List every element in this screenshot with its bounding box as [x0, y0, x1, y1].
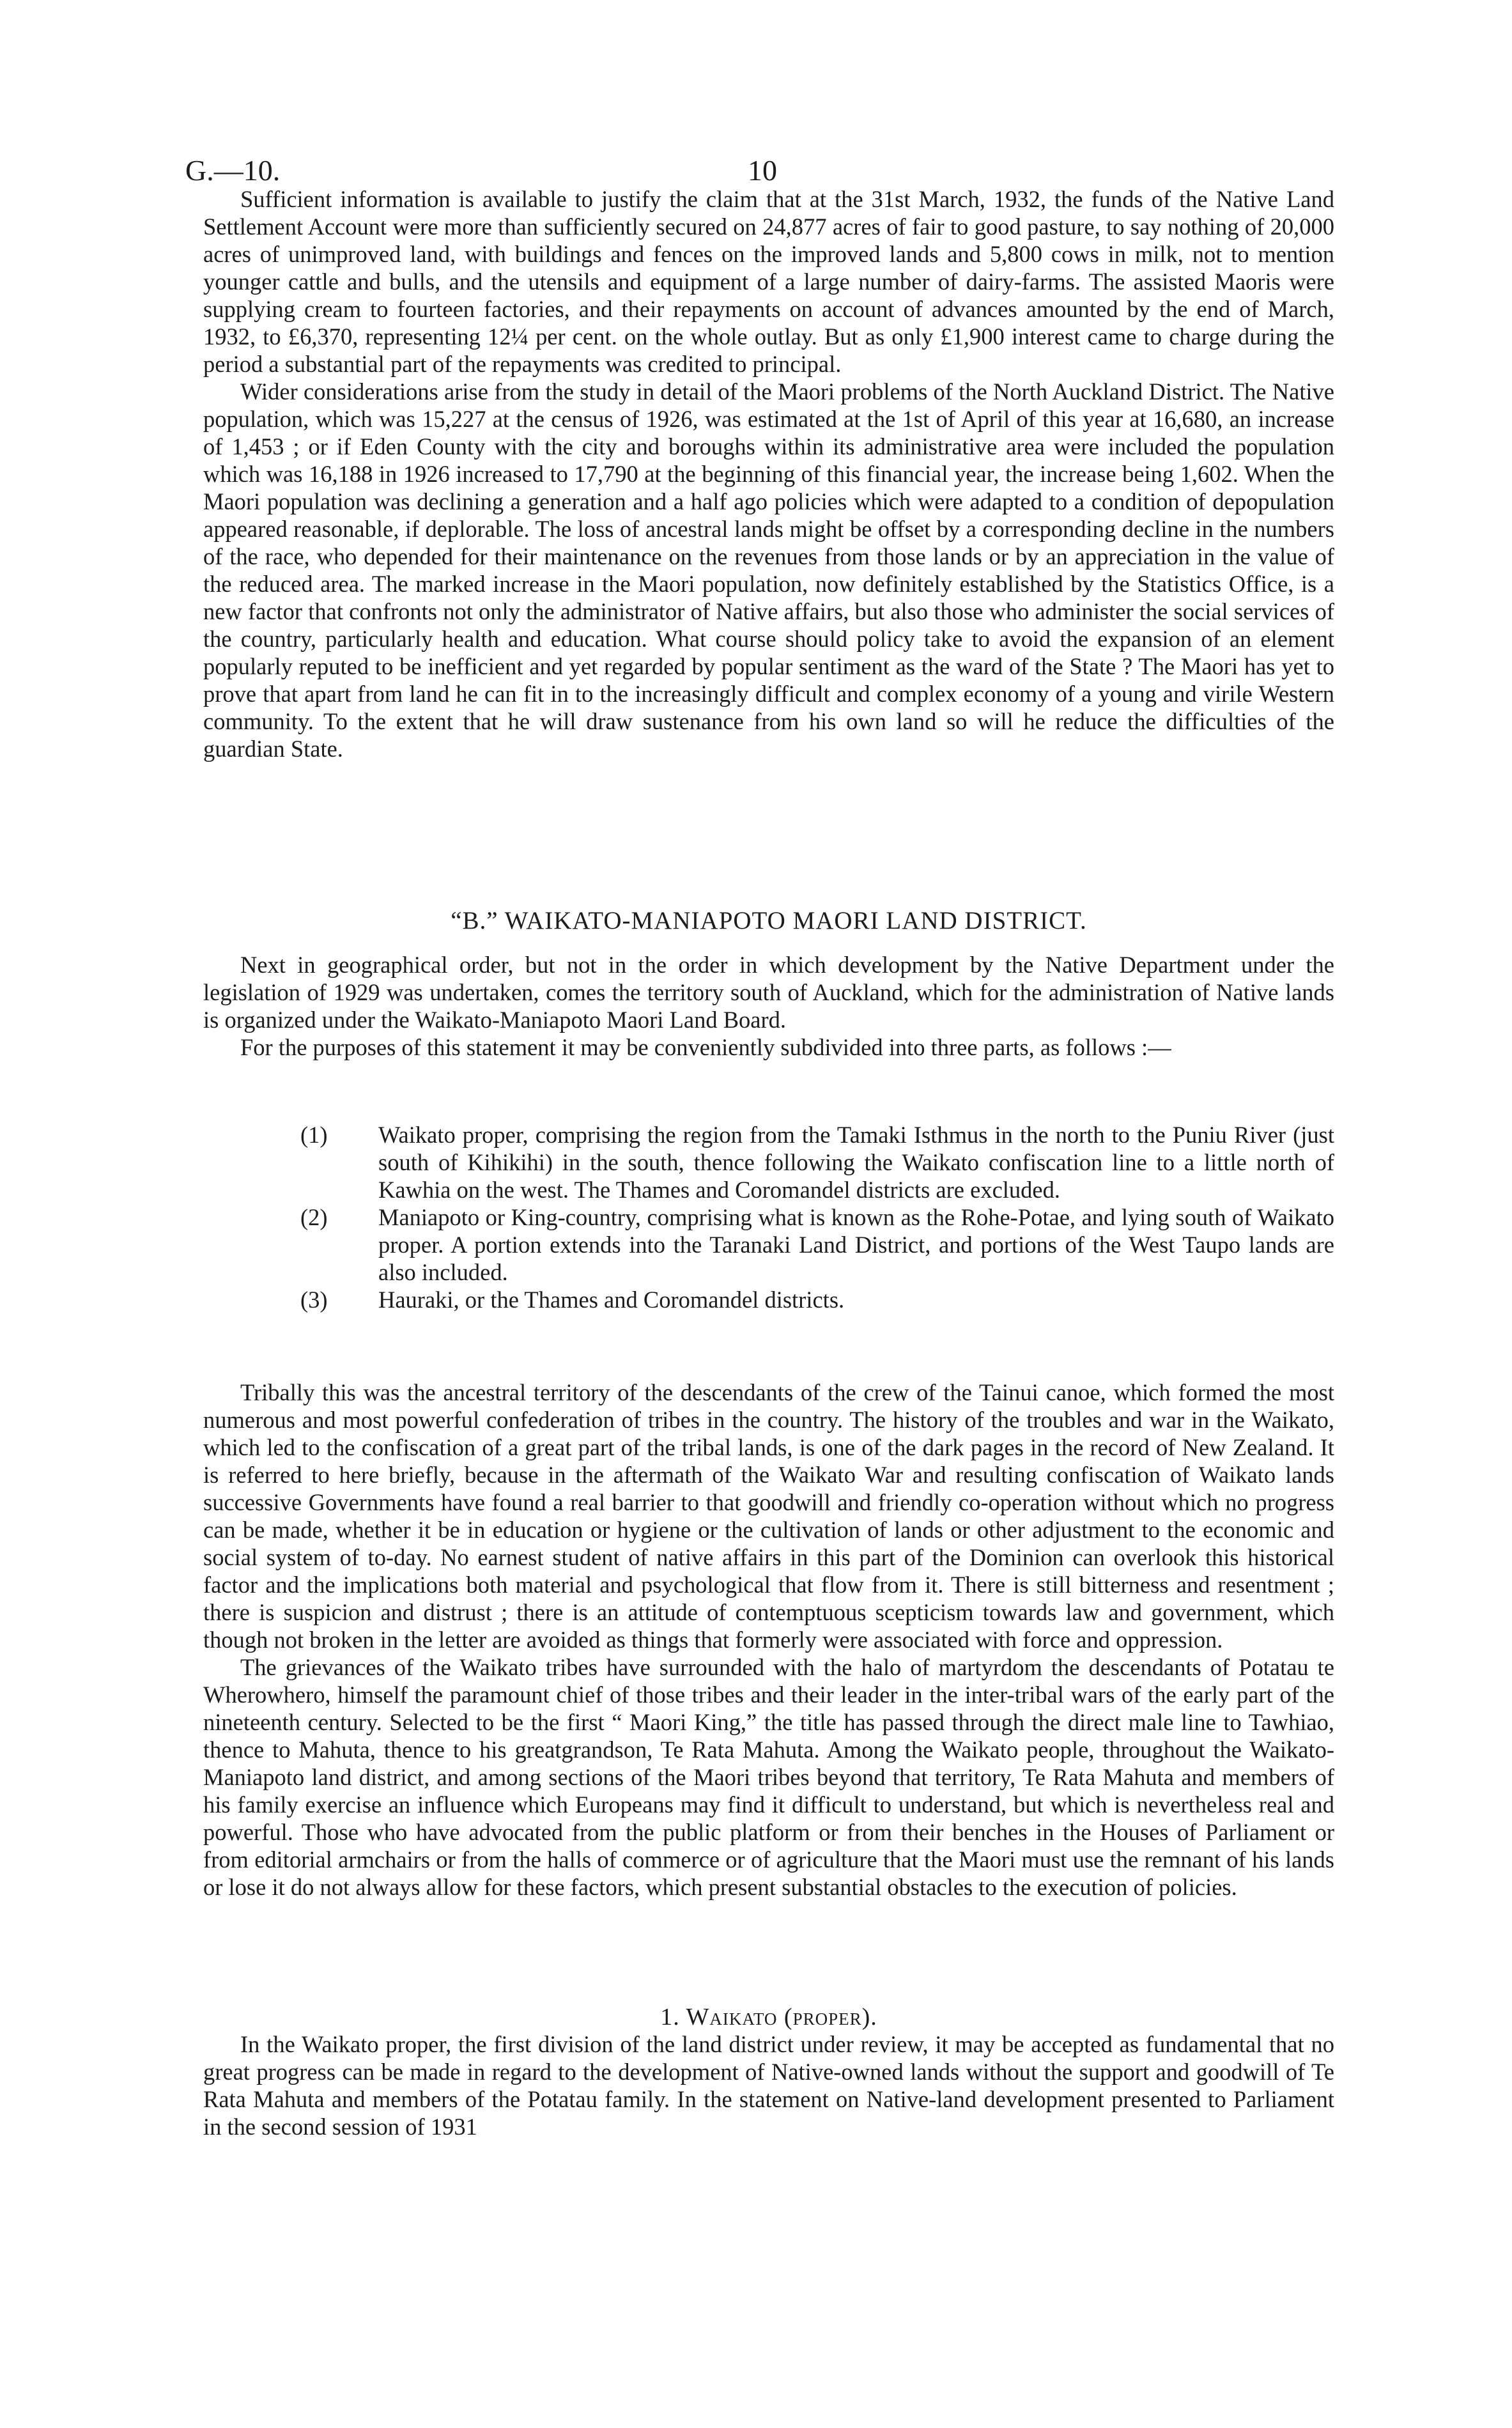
paragraph: In the Waikato proper, the first division of the land district under review, it may be accepted as fundamental that no great progress can be made in regard to the development of Native-owned lands without the support and goodwill of Te Rata Mahuta and members of the Potatau family. In the statement on Native-land development presented to Parliament in the second session of 1931	[203, 2031, 1334, 2140]
section-heading: “B.” WAIKATO-MANIAPOTO MAORI LAND DISTRICT.	[451, 907, 1087, 934]
list-item	[300, 1286, 1334, 1313]
list-text: Waikato proper, comprising the region from the Tamaki Isthmus in the north to the Puniu River (just south of Kihikihi) in the south, thence following the Waikato confiscation line to a little north of Kawhia on the west. The Thames and Coromandel districts are excluded.	[378, 1122, 1334, 1203]
document-reference: G.—10.	[185, 154, 281, 187]
list-marker: (1)	[300, 1122, 328, 1148]
list-item	[300, 1121, 1334, 1203]
paragraph: For the purposes of this statement it may be conveniently subdivided into three parts, as follows :—	[240, 1034, 1171, 1060]
final-paragraphs	[203, 2030, 1334, 2140]
subdivision-list	[300, 1121, 1334, 1313]
list-text: Maniapoto or King-country, comprising what is known as the Rohe-Potae, and lying south of Waikato proper. A portion extends into the Taranaki Land District, and portions of the West Taupo lands are also included.	[378, 1204, 1334, 1285]
intro-paragraphs	[203, 185, 1334, 762]
page-number: 10	[748, 154, 777, 187]
list-text: Hauraki, or the Thames and Coromandel districts.	[378, 1287, 845, 1313]
subsection-heading: 1. Waikato (proper).	[660, 2004, 877, 2030]
paragraph: Sufficient information is available to justify the claim that at the 31st March, 1932, the funds of the Native Land Settlement Account were more than sufficiently secured on 24,877 acres of fair to good pasture, to say nothing of 20,000 acres of unimproved land, with buildings and fences on the improved lands and 5,800 cows in milk, not to mention younger cattle and bulls, and the utensils and equipment of a large number of dairy-farms. The assisted Maoris were supplying cream to fourteen factories, and their repayments on account of advances amounted by the end of March, 1932, to £6,370, representing 12¼ per cent. on the whole outlay. But as only £1,900 interest came to charge during the period a substantial part of the repayments was credited to principal.	[203, 186, 1334, 377]
list-item	[300, 1203, 1334, 1286]
paragraph: The grievances of the Waikato tribes have surrounded with the halo of martyrdom the descendants of Potatau te Wherowhero, himself the paramount chief of those tribes and their leader in the inter-tribal wars of the early part of the nineteenth century. Selected to be the first “ Maori King,” the title has passed through the direct male line to Tawhiao, thence to Mahuta, thence to his greatgrandson, Te Rata Mahuta. Among the Waikato people, throughout the Waikato-Maniapoto land district, and among sections of the Maori tribes beyond that territory, Te Rata Mahuta and members of his family exercise an influence which Europeans may find it difficult to understand, but which is nevertheless real and powerful. Those who have advocated from the public platform or from their benches in the Houses of Parliament or from editorial armchairs or from the halls of commerce or of agriculture that the Maori must use the remnant of his lands or lose it do not always allow for these factors, which present substantial obstacles to the execution of policies.	[203, 1654, 1334, 1900]
section-intro	[203, 951, 1334, 1061]
paragraph: Tribally this was the ancestral territory of the descendants of the crew of the Tainui canoe, which formed the most numerous and most powerful confederation of tribes in the country. The history of the troubles and war in the Waikato, which led to the confiscation of a great part of the tribal lands, is one of the dark pages in the record of New Zealand. It is referred to here briefly, because in the aftermath of the Waikato War and resulting confiscation of Waikato lands successive Governments have found a real barrier to that goodwill and friendly co-operation without which no progress can be made, whether it be in education or hygiene or the cultivation of lands or other adjustment to the economic and social system of to-day. No earnest student of native affairs in this part of the Dominion can overlook this historical factor and the implications both material and psychological that flow from it. There is still bitterness and resentment ; there is suspicion and distrust ; there is an attitude of contemptuous scepticism towards law and government, which though not broken in the letter are avoided as things that formerly were associated with force and oppression.	[203, 1379, 1334, 1653]
paragraph: Next in geographical order, but not in the order in which development by the Native Department under the legislation of 1929 was undertaken, comes the territory south of Auckland, which for the administration of Native lands is organized under the Waikato-Maniapoto Maori Land Board.	[203, 952, 1334, 1033]
paragraph: Wider considerations arise from the study in detail of the Maori problems of the North Auckland District. The Native population, which was 15,227 at the census of 1926, was estimated at the 1st of April of this year at 16,680, an increase of 1,453 ; or if Eden County with the city and boroughs within its administrative area were included the population which was 16,188 in 1926 increased to 17,790 at the beginning of this financial year, the increase being 1,602. When the Maori population was declining a generation and a half ago policies which were adapted to a condition of depopulation appeared reasonable, if deplorable. The loss of ancestral lands might be offset by a corresponding decline in the numbers of the race, who depended for their maintenance on the revenues from those lands or by an appreciation in the value of the reduced area. The marked increase in the Maori population, now definitely established by the Statistics Office, is a new factor that confronts not only the administrator of Native affairs, but also those who administer the social services of the country, particularly health and education. What course should policy take to avoid the expansion of an element popularly reputed to be inefficient and yet regarded by popular sentiment as the ward of the State ? The Maori has yet to prove that apart from land he can fit in to the increasingly difficult and complex economy of a young and virile Western community. To the extent that he will draw sustenance from his own land so will he reduce the difficulties of the guardian State.	[203, 378, 1334, 762]
list-marker: (3)	[300, 1287, 328, 1313]
tribal-history-paragraphs	[203, 1379, 1334, 1901]
list-marker: (2)	[300, 1204, 328, 1230]
